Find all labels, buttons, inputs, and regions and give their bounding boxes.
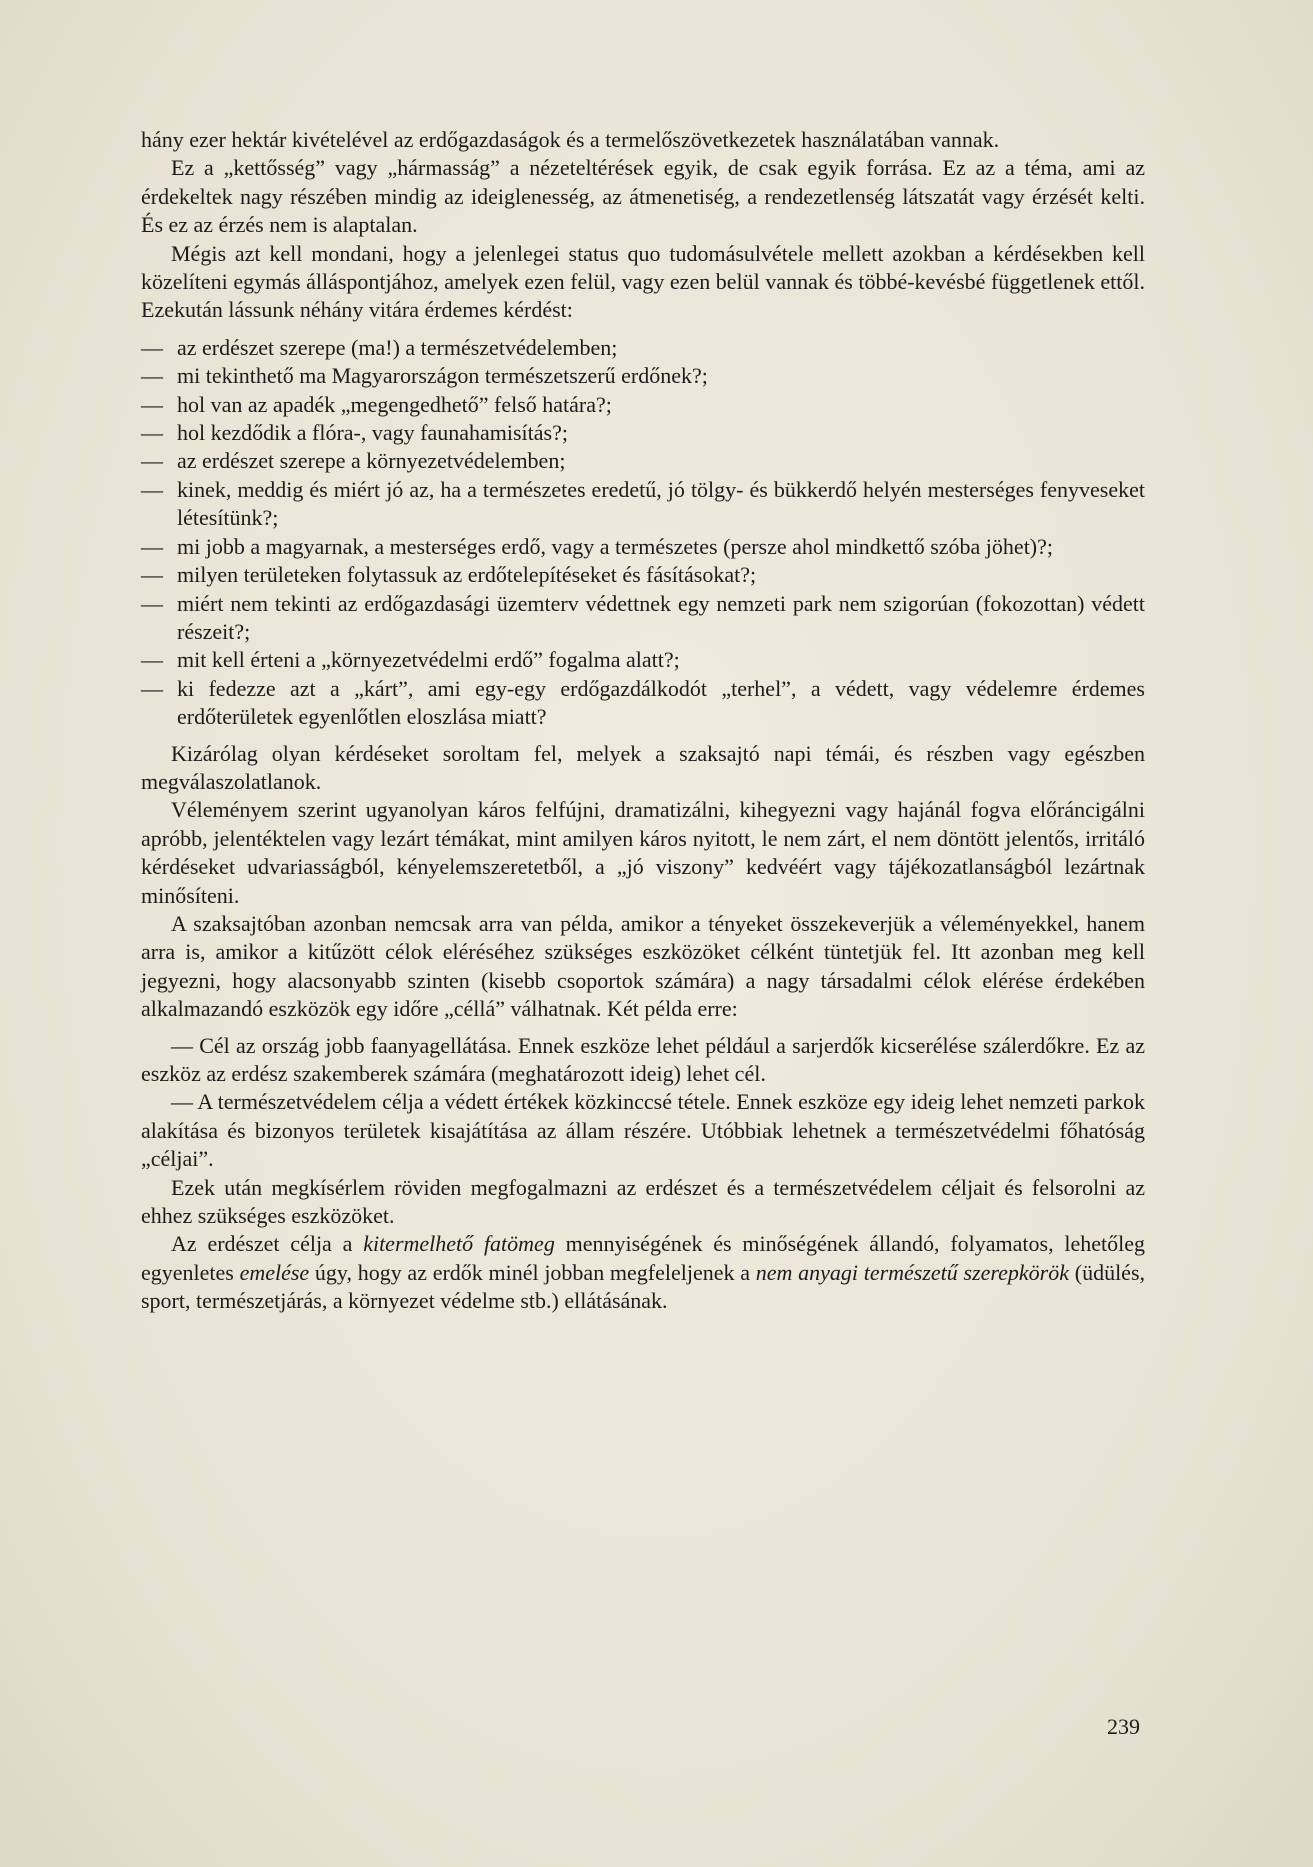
body-text (141, 126, 1145, 1316)
list-item-text: az erdészet szerepe a környezetvédelemben; (177, 448, 566, 474)
dash-mark: — (141, 476, 163, 502)
paragraph-opinion: Véleményem szerint ugyanolyan káros felfújni, dramatizálni, kihegyezni vagy hajánál fogva előráncigálni apróbb, jelentéktelen vagy lezárt témákat, mint amilyen káros nyitott, le nem zárt, el nem döntött jelentős, irritáló kérdéseket udvariasságból, kényelemszeretetből, a „jó viszony” kedvéért vagy tájékozatlanságból lezártnak minősíteni. (141, 797, 1145, 908)
text-run: mennyiségének és minőségének állandó, folyamatos, lehetőleg egyenletes (141, 1231, 1145, 1285)
list-item-text: milyen területeken folytassuk az erdőtelepítéseket és fásításokat?; (177, 562, 757, 588)
dash-mark: — (141, 448, 163, 474)
list-item-text: hol kezdődik a flóra-, vagy faunahamisítás?; (177, 420, 568, 446)
dash-mark: — (141, 334, 163, 360)
list-item-text: mit kell érteni a „környezetvédelmi erdő” fogalma alatt?; (177, 647, 680, 673)
dash-mark: — (141, 533, 163, 559)
emphasis-text: kitermelhető fatömeg (363, 1231, 555, 1257)
list-item (141, 391, 1145, 419)
list-item (141, 646, 1145, 674)
emphasis-text: emelése (239, 1259, 310, 1285)
emphasis-text: nem anyagi természetű szerepkörök (755, 1259, 1070, 1285)
paragraph-duality: Ez a „kettősség” vagy „hármasság” a nézeteltérések egyik, de csak egyik forrása. Ez az a téma, ami az érdekeltek nagy részében mindig az ideiglenesség, az átmenetiség, a rendezetlenség látszatát vagy érzését kelti. És ez az érzés nem is alaptalan. (141, 155, 1145, 238)
dash-mark: — (141, 363, 163, 389)
list-item (141, 675, 1145, 732)
text-run: (üdülés, sport, természetjárás, a környezet védelme stb.) ellátásának. (141, 1259, 1146, 1314)
list-item-text: kinek, meddig és miért jó az, ha a természetes eredetű, jó tölgy- és bükkerdő helyén mesterséges fenyveseket létesítünk?; (177, 476, 1145, 531)
list-item-text: hol van az apadék „megengedhető” felső határa?; (177, 391, 612, 417)
dash-mark: — (141, 562, 163, 588)
dash-mark: — (141, 391, 163, 417)
list-item (141, 561, 1145, 589)
list-item (141, 533, 1145, 561)
text-run: Az erdészet célja a (171, 1231, 364, 1257)
list-item-text: mi tekinthető ma Magyarországon természetszerű erdőnek?; (177, 363, 708, 389)
list-item (141, 447, 1145, 475)
dash-mark: — (141, 590, 163, 616)
paragraph-questions-listed: Kizárólag olyan kérdéseket soroltam fel, melyek a szaksajtó napi témái, és részben vagy egészben megválaszolatlanok. (141, 740, 1145, 794)
paragraph-continuation: hány ezer hektár kivételével az erdőgazdaságok és a termelőszövetkezetek használatában vannak. (141, 127, 1000, 152)
paragraph-example-timber: — Cél az ország jobb faanyagellátása. Ennek eszköze lehet például a sarjerdők kicserélése szálerdőkre. Ez az eszköz az erdész szakemberek számára (meghatározott ideig) lehet cél. (141, 1032, 1145, 1086)
list-item (141, 334, 1145, 362)
list-item (141, 476, 1145, 533)
list-item (141, 419, 1145, 447)
list-item-text: az erdészet szerepe (ma!) a természetvédelemben; (177, 334, 618, 360)
list-item-text: mi jobb a magyarnak, a mesterséges erdő, vagy a természetes (persze ahol mindkettő szóba jöhet)?; (177, 533, 1054, 559)
paragraph-forestry-goal (141, 1230, 1145, 1315)
dash-mark: — (141, 420, 163, 446)
dash-mark: — (141, 675, 163, 701)
list-item (141, 590, 1145, 647)
paragraph-next-steps: Ezek után megkísérlem röviden megfogalmazni az erdészet és a természetvédelem céljait és felsorolni az ehhez szükséges eszközöket. (141, 1174, 1145, 1229)
list-item-text: ki fedezze azt a „kárt”, ami egy-egy erdőgazdálkodót „terhel”, a védett, vagy védelemre érdemes erdőterületek egyenlőtlen eloszlása miatt? (177, 675, 1145, 730)
list-item-text: miért nem tekinti az erdőgazdasági üzemterv védettnek egy nemzeti park nem szigorúan (fokozottan) védett részeit?; (177, 590, 1145, 644)
question-list (141, 334, 1145, 732)
paragraph-status-quo: Mégis azt kell mondani, hogy a jelenlegei status quo tudomásulvétele mellett azokban a kérdésekben kell közelíteni egymás álláspontjához, amelyek ezen felül, vagy ezen belül vannak és többé-kevésbé függetlenek ettől. Ezekután lássunk néhány vitára érdemes kérdést: (141, 240, 1145, 323)
paragraph-example-conservation: — A természetvédelem célja a védett értékek közkinccsé tétele. Ennek eszköze egy ideig lehet nemzeti parkok alakítása és bizonyos területek kisajátítása az állam részére. Utóbbiak lehetnek a természetvédelmi főhatóság „céljai”. (141, 1089, 1145, 1172)
list-item (141, 362, 1145, 390)
dash-mark: — (141, 647, 163, 673)
page-number: 239 (1107, 1714, 1140, 1739)
paragraph-trade-press: A szaksajtóban azonban nemcsak arra van példa, amikor a tényeket összekeverjük a véleményekkel, hanem arra is, amikor a kitűzött célok eléréséhez szükséges eszközöket célként tüntetjük fel. Itt azonban meg kell jegyezni, hogy alacsonyabb szinten (kisebb csoportok számára) a nagy társadalmi célok elérése érdekében alkalmazandó eszközök egy időre „céllá” válhatnak. Két példa erre: (141, 910, 1145, 1022)
text-run: úgy, hogy az erdők minél jobban megfeleljenek a (309, 1259, 756, 1285)
